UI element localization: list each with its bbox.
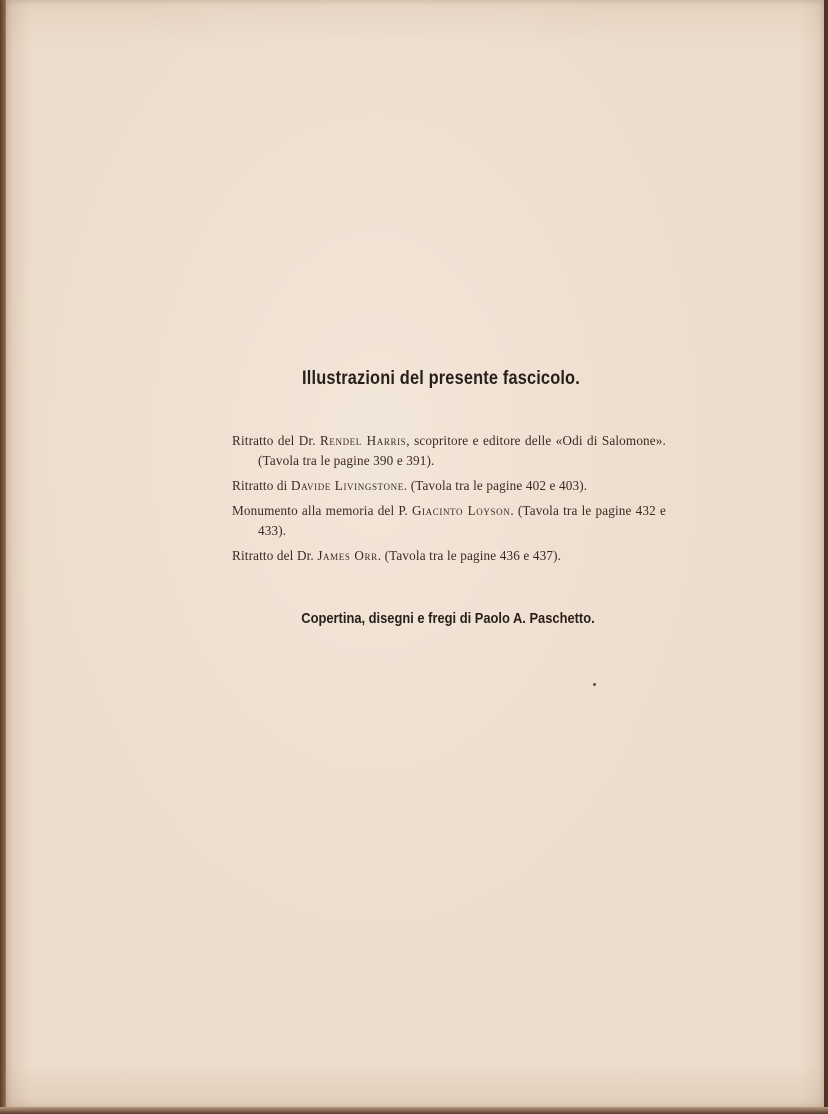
bottom-edge	[0, 1107, 828, 1114]
paper-sheet	[6, 0, 824, 1108]
person-name: Giacinto Loyson	[411, 503, 511, 518]
credits-line: Copertina, disegni e fregi di Paolo A. Paschetto.	[301, 610, 595, 627]
list-item: Ritratto del Dr. James Orr. (Tavola tra le pagine 436 e 437).	[232, 548, 562, 563]
person-name: Rendel Harris	[319, 433, 407, 448]
person-name: James Orr	[317, 548, 378, 563]
page-title: Illustrazioni del presente fascicolo.	[302, 368, 580, 389]
list-item: Monumento alla memoria del P. Giacinto Loyson. (Tavola tra le pagine 432 e 433).	[232, 503, 666, 538]
paper-speck	[593, 683, 596, 686]
person-name: Davide Livingstone	[290, 478, 404, 493]
list-item: Ritratto di Davide Livingstone. (Tavola tra le pagine 402 e 403).	[232, 478, 588, 493]
illustration-list	[232, 431, 666, 571]
list-item: Ritratto del Dr. Rendel Harris, scopritore e editore delle «Odi di Salomone». (Tavola tra le pagine 390 e 391).	[232, 433, 666, 468]
